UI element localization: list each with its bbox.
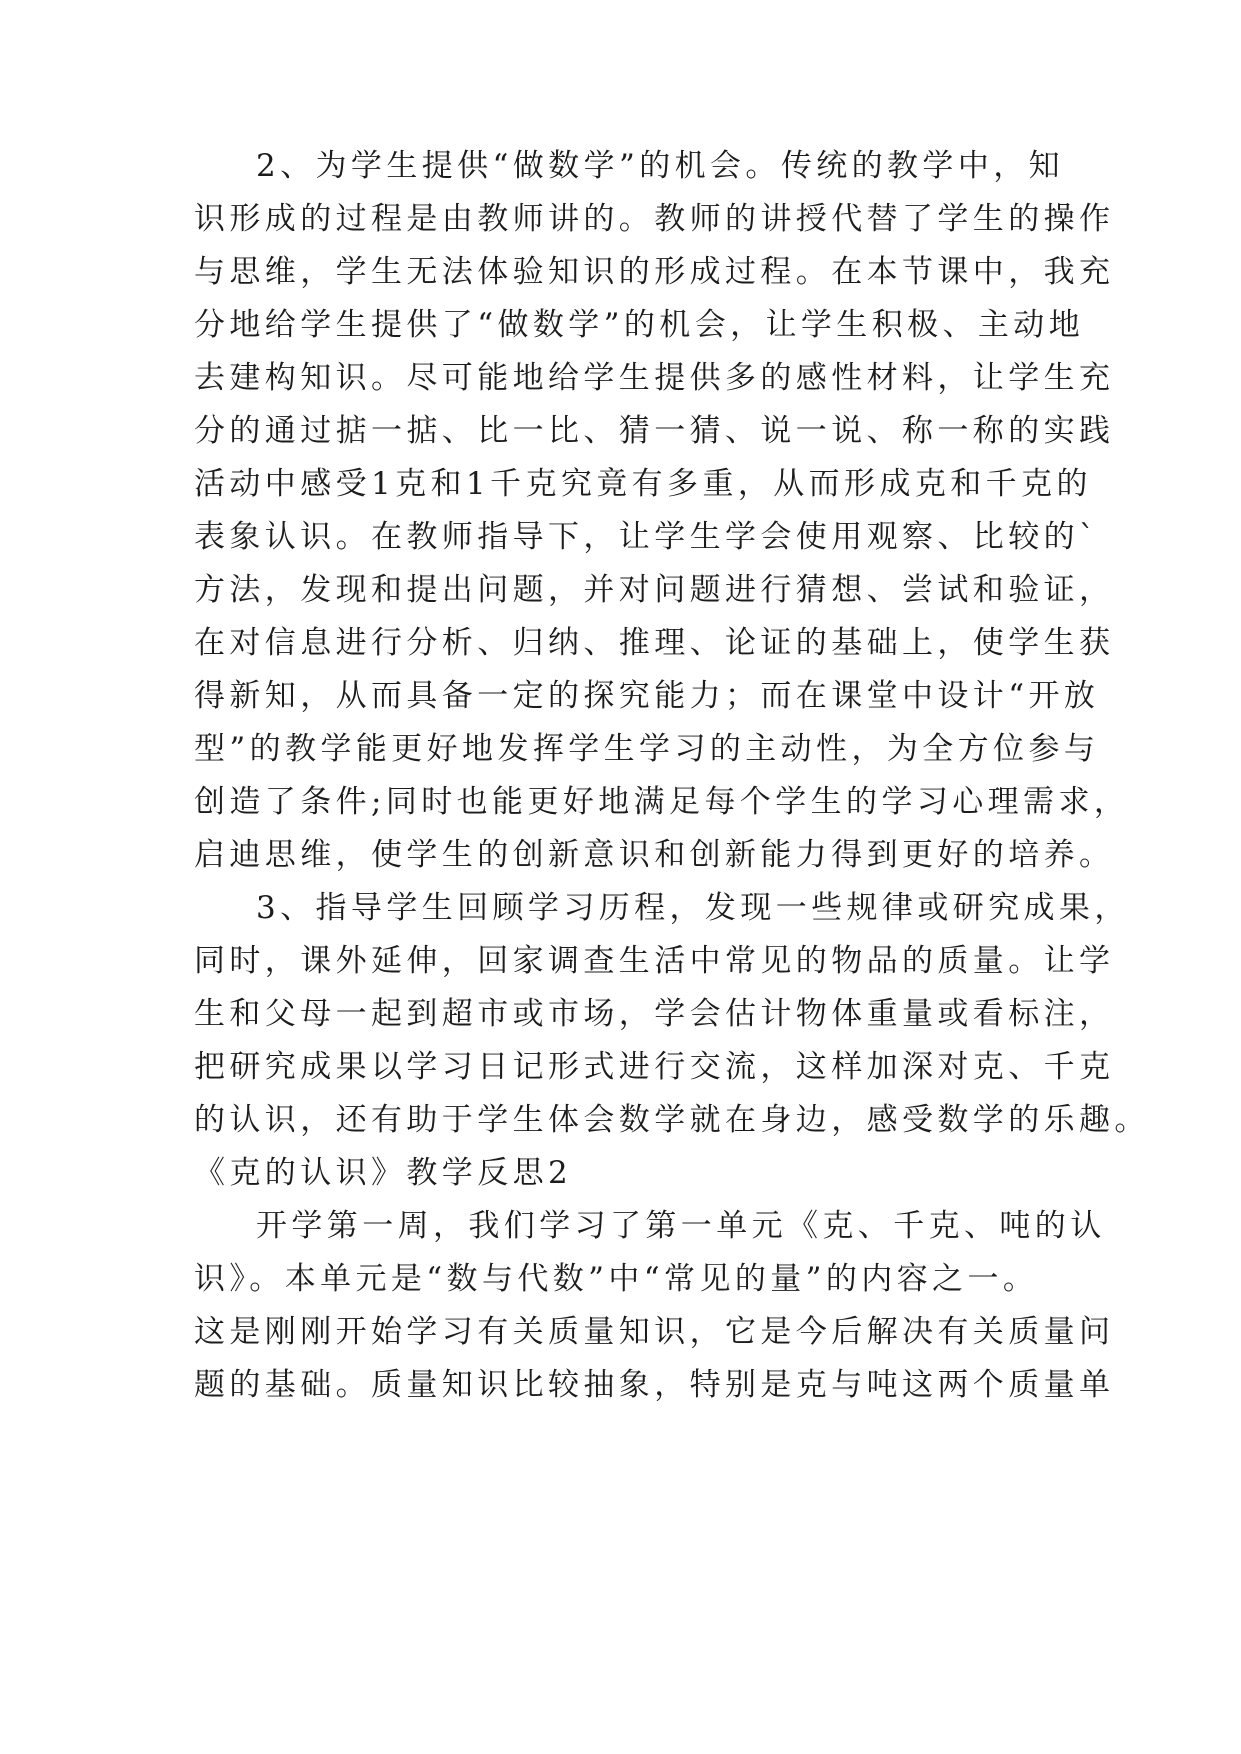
document-body [194, 140, 1150, 1412]
text-line: 启迪思维，使学生的创新意识和创新能力得到更好的培养。 [194, 837, 1115, 873]
text-line: 得新知，从而具备一定的探究能力；而在课堂中设计“开放 [194, 678, 1100, 714]
text-line: 方法，发现和提出问题，并对问题进行猜想、尝试和验证， [194, 572, 1115, 608]
text-line: 2、为学生提供“做数学”的机会。传统的教学中，知 [256, 148, 1065, 184]
text-line: 分地给学生提供了“做数学”的机会，让学生积极、主动地 [194, 307, 1085, 343]
text-line: 生和父母一起到超市或市场，学会估计物体重量或看标注， [194, 996, 1115, 1032]
text-line: 题的基础。质量知识比较抽象，特别是克与吨这两个质量单 [194, 1367, 1115, 1403]
text-line: 创造了条件;同时也能更好地满足每个学生的学习心理需求， [194, 784, 1130, 820]
text-line: 分的通过掂一掂、比一比、猜一猜、说一说、称一称的实践 [194, 413, 1115, 449]
text-line: 3、指导学生回顾学习历程，发现一些规律或研究成果， [256, 890, 1130, 926]
text-line: 开学第一周，我们学习了第一单元《克、千克、吨的认 [256, 1208, 1106, 1244]
text-line: 把研究成果以学习日记形式进行交流，这样加深对克、千克 [194, 1049, 1115, 1085]
text-line: 的认识，还有助于学生体会数学就在身边，感受数学的乐趣。 [194, 1102, 1150, 1138]
text-line: 去建构知识。尽可能地给学生提供多的感性材料，让学生充 [194, 360, 1115, 396]
text-line: 表象认识。在教师指导下，让学生学会使用观察、比较的` [194, 519, 1099, 555]
text-line: 识》。本单元是“数与代数”中“常见的量”的内容之一。 [194, 1261, 1039, 1297]
text-line: 识形成的过程是由教师讲的。教师的讲授代替了学生的操作 [194, 201, 1115, 237]
section-heading: 《克的认识》教学反思2 [194, 1155, 573, 1191]
text-line: 与思维，学生无法体验知识的形成过程。在本节课中，我充 [194, 254, 1115, 290]
text-line: 这是刚刚开始学习有关质量知识，它是今后解决有关质量问 [194, 1314, 1115, 1350]
text-line: 同时，课外延伸，回家调查生活中常见的物品的质量。让学 [194, 943, 1115, 979]
text-line: 在对信息进行分析、归纳、推理、论证的基础上，使学生获 [194, 625, 1115, 661]
text-line: 型”的教学能更好地发挥学生学习的主动性，为全方位参与 [194, 731, 1100, 767]
text-line: 活动中感受1克和1千克究竟有多重，从而形成克和千克的 [194, 466, 1092, 502]
